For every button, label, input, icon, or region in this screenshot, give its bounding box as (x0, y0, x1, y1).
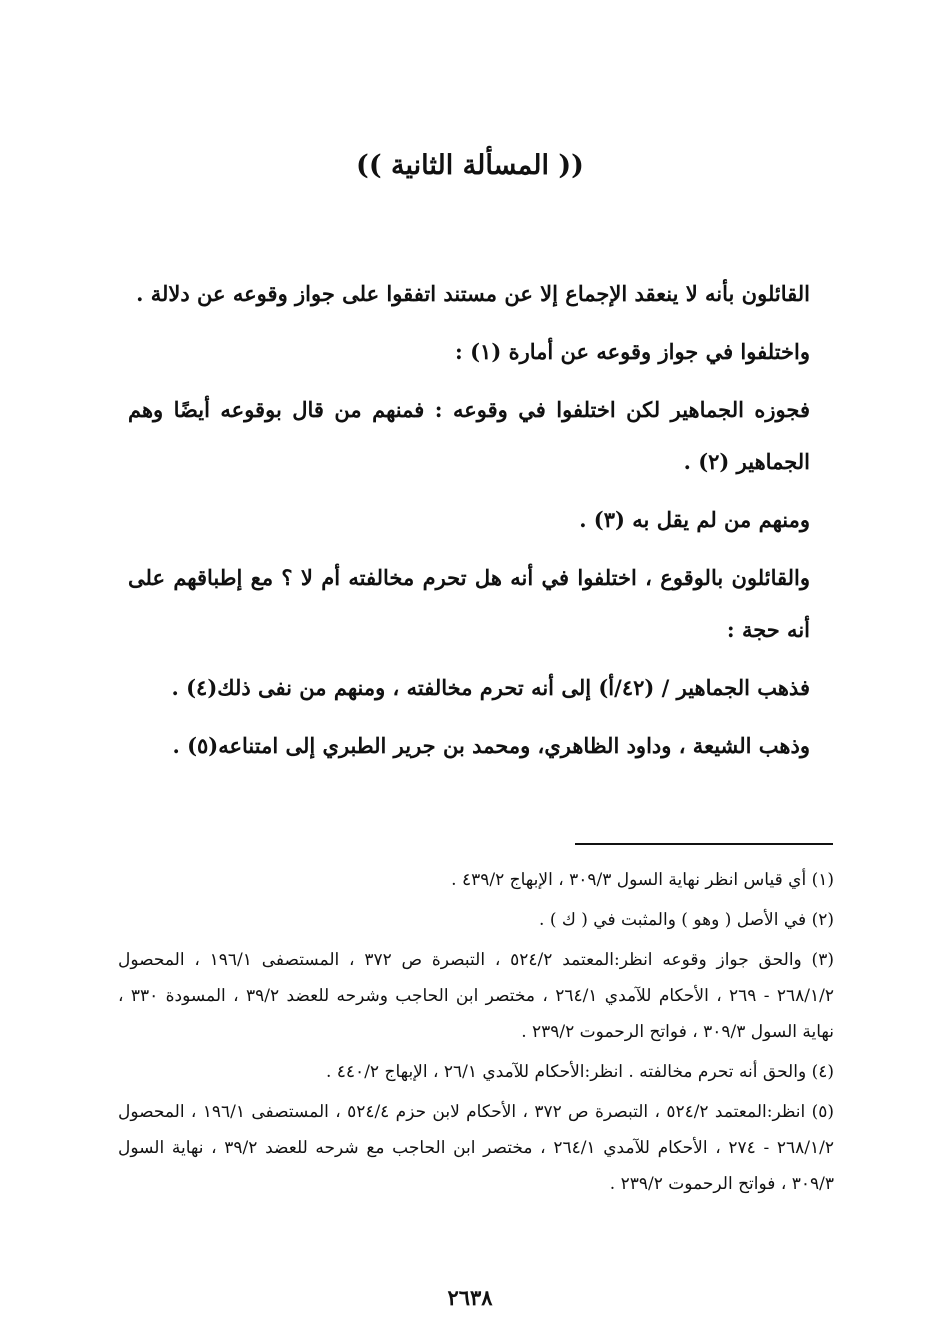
body-text (128, 268, 810, 778)
footnote-5: (٥) انظر:المعتمد ٥٢٤/٢ ، التبصرة ص ٣٧٢ ، الأحكام لابن حزم ٥٢٤/٤ ، المستصفى ١٩٦/١ ، المحصول ٢٦٨/١/٢ - ٢٧٤ ، الأحكام للآمدي ٢٦٤/١ ، مختصر ابن الحاجب مع شرحه للعضد ٣٩/٢ ، نهاية السول ٣٠٩/٣ ، فواتح الرحموت ٢٣٩/٢ . (118, 1102, 835, 1194)
footnotes (118, 862, 834, 1206)
paragraph-6: فذهب الجماهير / (٤٢/أ) إلى أنه تحرم مخالفته ، ومنهم من نفى ذلك(٤) . (171, 675, 810, 700)
footnote-2: (٢) في الأصل ( وهو ) والمثبت في ( ك ) . (539, 910, 834, 930)
footnote-4: (٤) والحق أنه تحرم مخالفته . انظر:الأحكام للآمدي ٢٦/١ ، الإبهاج ٤٤٠/٢ . (325, 1062, 834, 1082)
paragraph-3: فجوزه الجماهير لكن اختلفوا في وقوعه : فمنهم من قال بوقوعه أيضًا وهم الجماهير (٢) . (128, 397, 810, 474)
paragraph-7: وذهب الشيعة ، وداود الظاهري، ومحمد بن جرير الطبري إلى امتناعه(٥) . (172, 733, 810, 758)
footnote-divider (575, 843, 833, 845)
footnote-1: (١) أي قياس انظر نهاية السول ٣٠٩/٣ ، الإبهاج ٤٣٩/٢ . (451, 870, 834, 890)
section-heading: (( المسألة الثانية )) (356, 150, 584, 181)
page-number: ٢٦٣٨ (447, 1285, 493, 1310)
paragraph-2: واختلفوا في جواز وقوعه عن أمارة (١) : (455, 339, 810, 364)
paragraph-4: ومنهم من لم يقل به (٣) . (579, 507, 810, 532)
paragraph-1: القائلون بأنه لا ينعقد الإجماع إلا عن مستند اتفقوا على جواز وقوعه عن دلالة . (136, 281, 810, 306)
footnote-3: (٣) والحق جواز وقوعه انظر:المعتمد ٥٢٤/٢ ، التبصرة ص ٣٧٢ ، المستصفى ١٩٦/١ ، المحصول ٢٦٨/١/٢ - ٢٦٩ ، الأحكام للآمدي ٢٦٤/١ ، مختصر ابن الحاجب وشرحه للعضد ٣٩/٢ ، المسودة ٣٣٠ ، نهاية السول ٣٠٩/٣ ، فواتح الرحموت ٢٣٩/٢ . (118, 950, 835, 1042)
paragraph-5: والقائلون بالوقوع ، اختلفوا في أنه هل تحرم مخالفته أم لا ؟ مع إطباقهم على أنه حجة : (128, 565, 810, 642)
